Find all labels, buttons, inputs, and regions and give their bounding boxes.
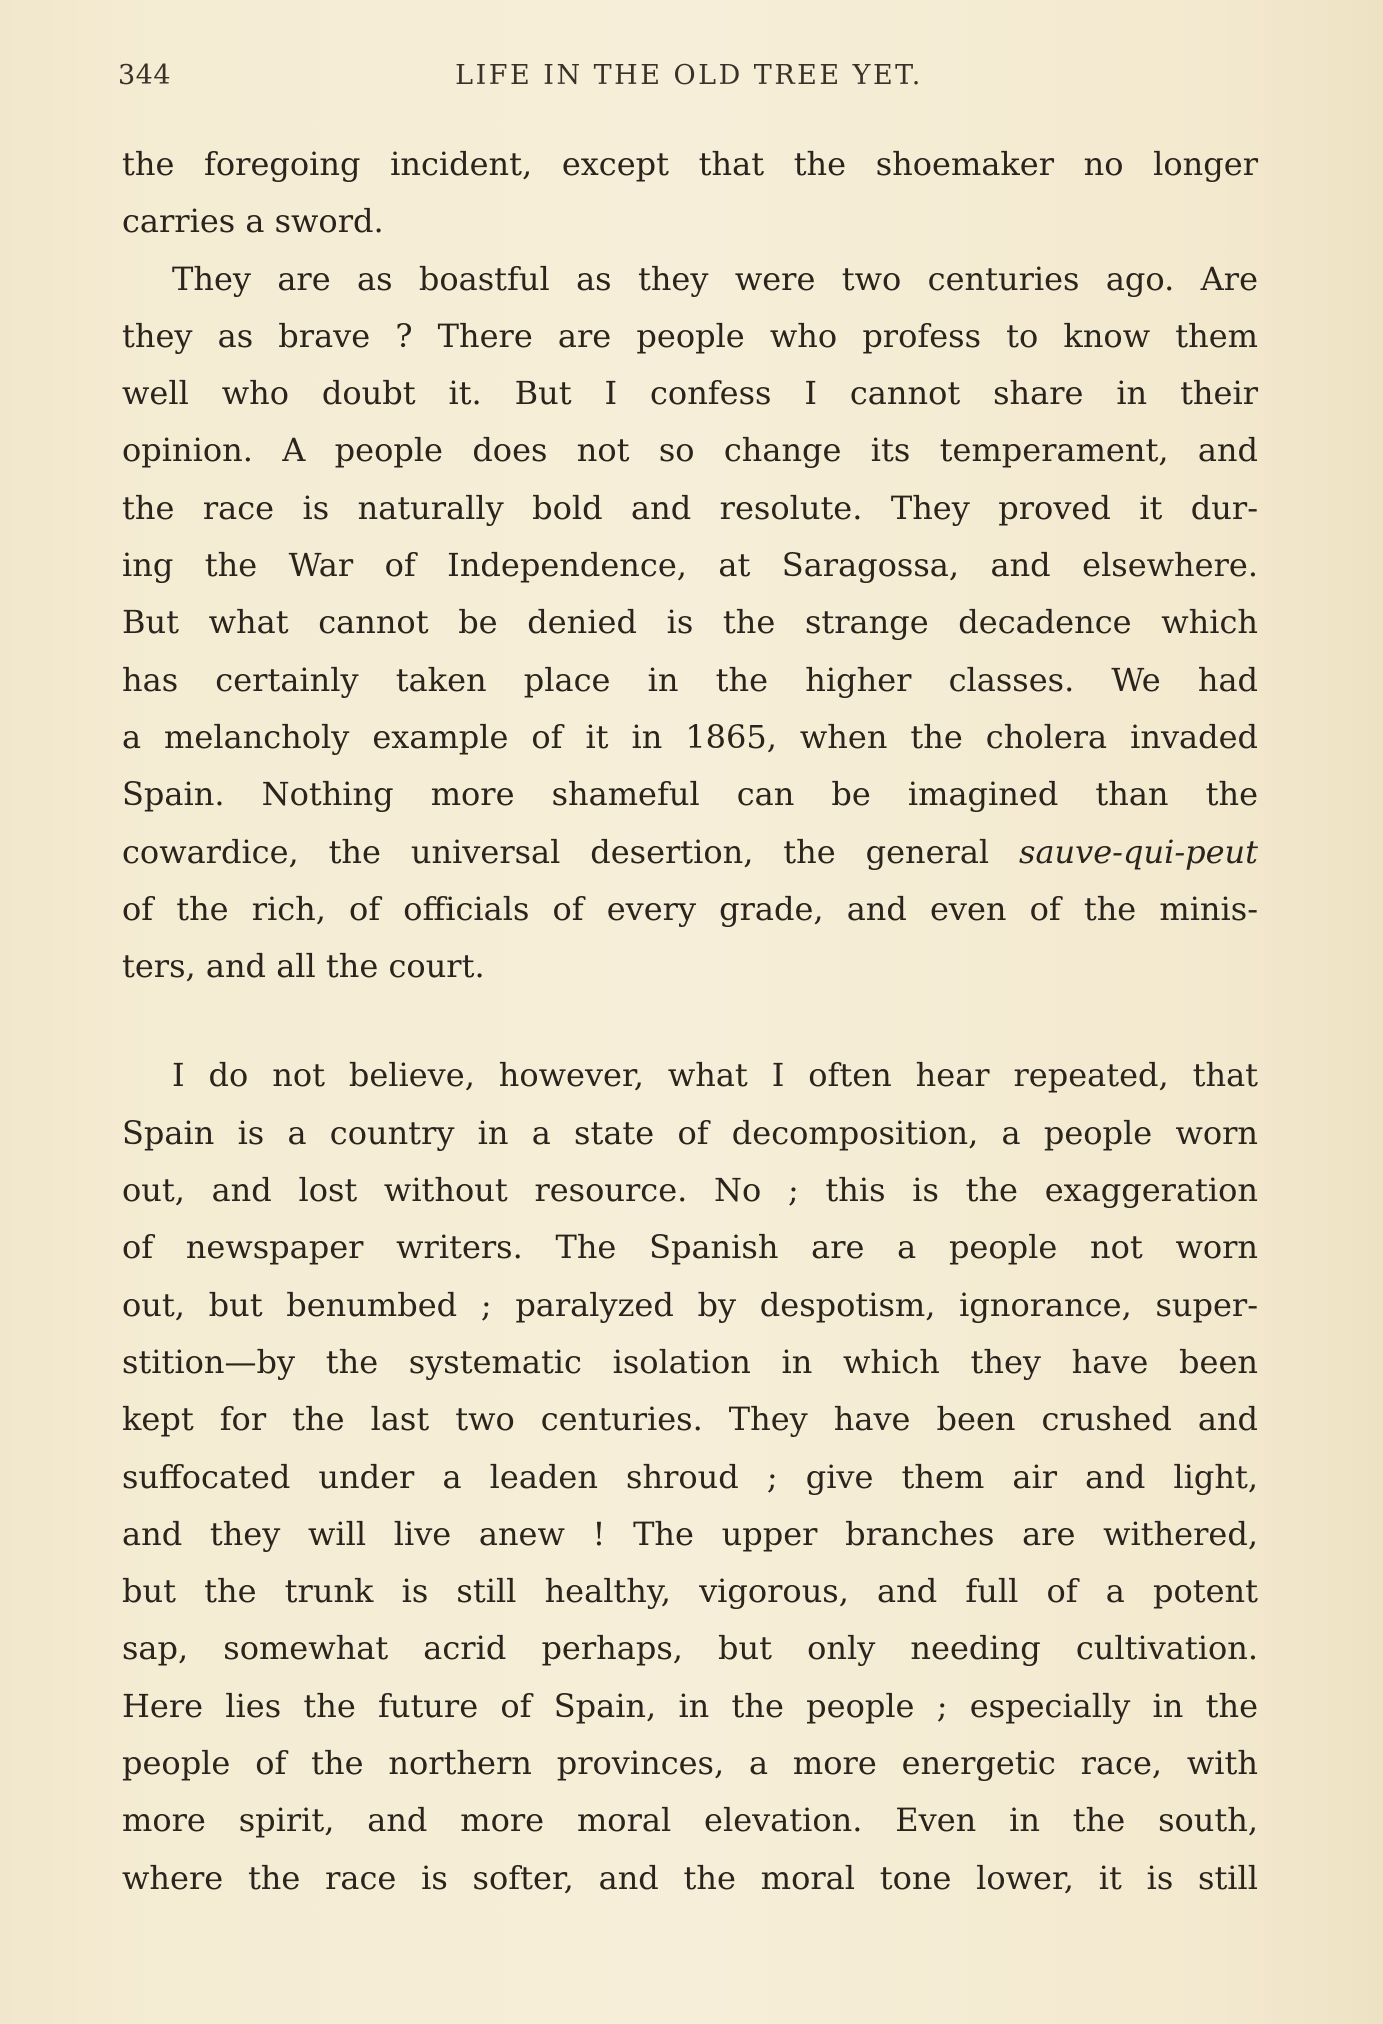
text-line: a melancholy example of it in 1865, when the cholera invaded	[122, 717, 1258, 756]
text-line: opinion. A people does not so change its temperament, and	[122, 431, 1258, 470]
italic-phrase: sauve-qui-peut	[1019, 832, 1259, 871]
body-text	[122, 136, 1258, 1907]
text-line: They are as boastful as they were two centuries ago. Are	[172, 259, 1258, 298]
text-line: has certainly taken place in the higher classes. We had	[122, 660, 1258, 699]
text-segment: cowardice, the universal desertion, the general	[122, 832, 990, 871]
text-line: of newspaper writers. The Spanish are a people not worn	[122, 1228, 1258, 1267]
page-header	[118, 60, 1260, 100]
text-line: ing the War of Independence, at Saragossa, and elsewhere.	[122, 546, 1258, 585]
page-number: 344	[118, 60, 172, 91]
text-line: they as brave ? There are people who profess to know them	[122, 316, 1258, 355]
text-line: ters, and all the court.	[122, 947, 485, 986]
text-line: people of the northern provinces, a more energetic race, with	[122, 1744, 1258, 1783]
paragraph-gap	[122, 995, 1258, 1047]
text-line: But what cannot be denied is the strange decadence which	[122, 603, 1258, 642]
text-line-with-italic	[122, 824, 1258, 881]
text-line: but the trunk is still healthy, vigorous, and full of a potent	[122, 1572, 1258, 1611]
text-line: the race is naturally bold and resolute. They proved it dur-	[122, 488, 1258, 527]
text-line: carries a sword.	[122, 202, 384, 241]
text-line: where the race is softer, and the moral tone lower, it is still	[122, 1858, 1258, 1897]
text-line: the foregoing incident, except that the shoemaker no longer	[122, 145, 1258, 183]
text-line: more spirit, and more moral elevation. Even in the south,	[122, 1801, 1258, 1840]
text-line: suffocated under a leaden shroud ; give them air and light,	[122, 1457, 1258, 1496]
text-line: and they will live anew ! The upper branches are withered,	[122, 1514, 1258, 1553]
text-line: I do not believe, however, what I often hear repeated, that	[172, 1056, 1258, 1095]
text-line: out, but benumbed ; paralyzed by despotism, ignorance, super-	[122, 1285, 1258, 1324]
text-line: stition—by the systematic isolation in which they have been	[122, 1342, 1258, 1381]
text-line: Spain is a country in a state of decomposition, a people worn	[122, 1113, 1258, 1152]
text-line: Here lies the future of Spain, in the people ; especially in the	[122, 1686, 1258, 1725]
running-title: LIFE IN THE OLD TREE YET.	[455, 60, 923, 91]
text-line: kept for the last two centuries. They have been crushed and	[122, 1400, 1258, 1439]
text-line: of the rich, of officials of every grade, and even of the minis-	[122, 889, 1258, 928]
text-line: Spain. Nothing more shameful can be imagined than the	[122, 775, 1258, 814]
text-line: sap, somewhat acrid perhaps, but only needing cultivation.	[122, 1629, 1258, 1668]
text-line: well who doubt it. But I confess I cannot share in their	[122, 374, 1258, 413]
text-line: out, and lost without resource. No ; this is the exaggeration	[122, 1171, 1258, 1210]
